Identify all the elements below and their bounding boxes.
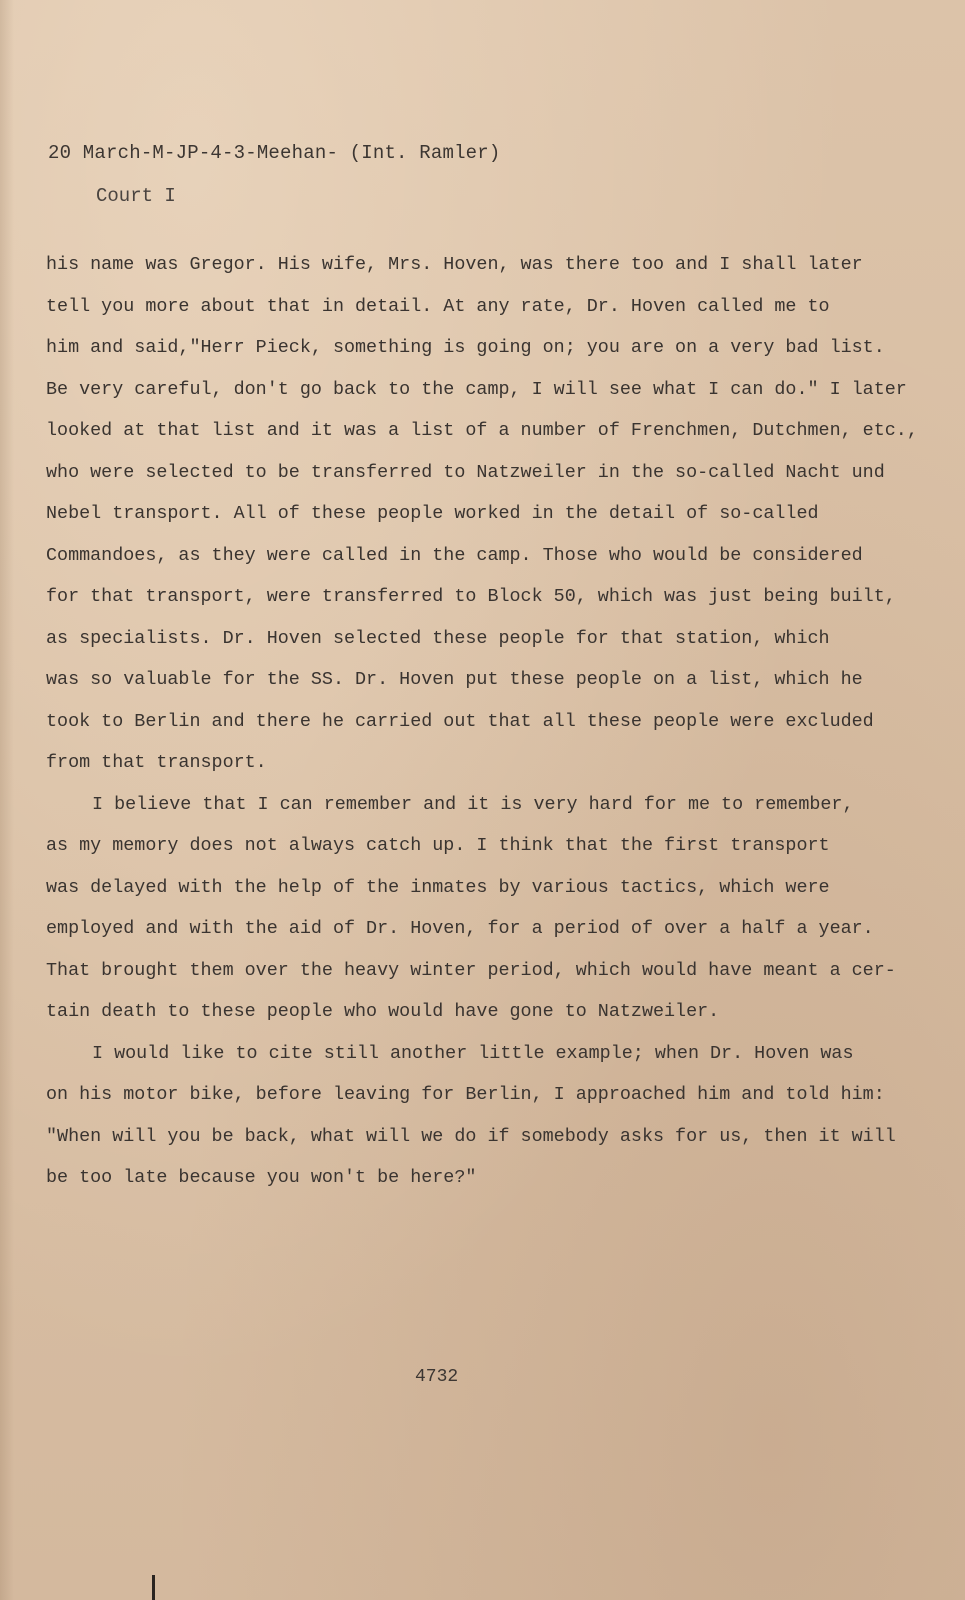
text-line: be too late because you won't be here?" <box>46 1167 477 1188</box>
text-line: as my memory does not always catch up. I think that the first transport <box>46 835 830 856</box>
text-line: who were selected to be transferred to Natzweiler in the so-called Nacht und <box>46 461 885 483</box>
text-line: Nebel transport. All of these people worked in the detail of so-called <box>46 503 819 524</box>
text-line: tain death to these people who would have gone to Natzweiler. <box>46 1001 720 1022</box>
text-line: "When will you be back, what will we do if somebody asks for us, then it will <box>46 1125 896 1147</box>
document-header: 20 March-M-JP-4-3-Meehan- (Int. Ramler) <box>48 142 501 164</box>
text-line: was delayed with the help of the inmates by various tactics, which were <box>46 876 830 898</box>
text-line: looked at that list and it was a list of a number of Frenchmen, Dutchmen, etc., <box>46 420 918 441</box>
text-line: his name was Gregor. His wife, Mrs. Hoven, was there too and I shall later <box>46 254 863 275</box>
transcript-body <box>46 244 918 1199</box>
text-line: took to Berlin and there he carried out that all these people were excluded <box>46 710 874 732</box>
ink-mark <box>152 1575 155 1600</box>
text-line: I believe that I can remember and it is very hard for me to remember, <box>92 793 854 815</box>
text-line: for that transport, were transferred to Block 50, which was just being built, <box>46 586 896 607</box>
page-number: 4732 <box>415 1367 459 1387</box>
text-line: That brought them over the heavy winter period, which would have meant a cer- <box>46 959 896 981</box>
court-label: Court I <box>96 185 176 207</box>
text-line: Be very careful, don't go back to the camp, I will see what I can do." I later <box>46 378 907 400</box>
text-line: tell you more about that in detail. At any rate, Dr. Hoven called me to <box>46 295 830 317</box>
text-line: was so valuable for the SS. Dr. Hoven put these people on a list, which he <box>46 669 863 690</box>
text-line: Commandoes, as they were called in the camp. Those who would be considered <box>46 544 863 566</box>
text-line: I would like to cite still another little example; when Dr. Hoven was <box>92 1042 854 1064</box>
text-line: from that transport. <box>46 752 267 773</box>
text-line: as specialists. Dr. Hoven selected these people for that station, which <box>46 627 830 649</box>
text-line: him and said,"Herr Pieck, something is going on; you are on a very bad list. <box>46 337 885 358</box>
text-line: on his motor bike, before leaving for Berlin, I approached him and told him: <box>46 1084 885 1105</box>
text-line: employed and with the aid of Dr. Hoven, for a period of over a half a year. <box>46 918 874 939</box>
